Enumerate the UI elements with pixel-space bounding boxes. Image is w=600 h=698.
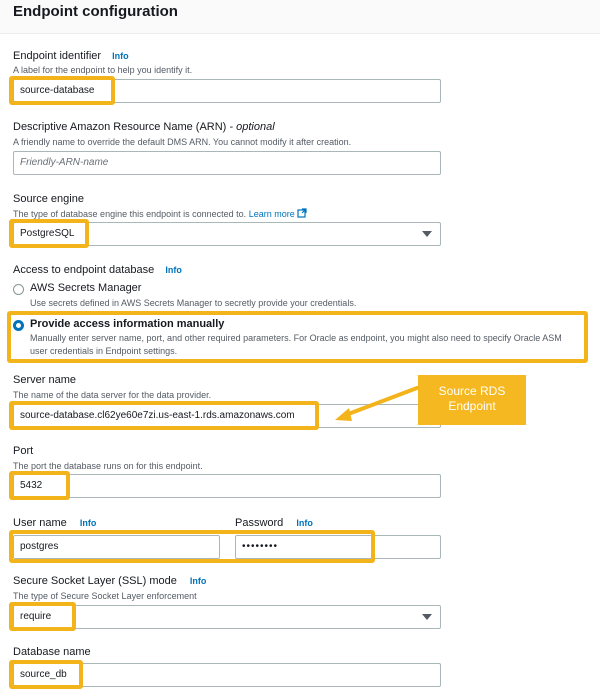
server-name-label: Server name — [13, 374, 76, 386]
server-name-description: The name of the data server for the data provider. — [13, 390, 212, 400]
arn-label-text: Descriptive Amazon Resource Name (ARN) — [13, 121, 227, 133]
password-label — [235, 517, 313, 529]
access-info-link[interactable]: Info — [165, 265, 182, 275]
arn-input[interactable]: Friendly-ARN-name — [13, 151, 441, 175]
chevron-down-icon — [422, 614, 432, 620]
arn-label — [13, 121, 275, 133]
callout-line-1: Source RDS — [438, 384, 506, 398]
secrets-manager-description: Use secrets defined in AWS Secrets Manager to secretly provide your credentials. — [30, 298, 357, 308]
provide-manually-description-2: user credentials in Endpoint settings. — [30, 346, 178, 356]
external-link-icon[interactable] — [297, 208, 307, 218]
callout-line-2: Endpoint — [448, 399, 496, 413]
section-title: Endpoint configuration — [13, 3, 178, 20]
source-engine-value: PostgreSQL — [20, 228, 75, 239]
source-engine-label: Source engine — [13, 193, 84, 205]
highlight-box — [9, 471, 70, 500]
endpoint-identifier-info-link[interactable]: Info — [112, 51, 129, 61]
user-name-label — [13, 517, 96, 529]
endpoint-identifier-label-text: Endpoint identifier — [13, 50, 102, 62]
port-description: The port the database runs on for this endpoint. — [13, 461, 203, 471]
port-label: Port — [13, 445, 34, 457]
access-label — [13, 264, 182, 276]
user-name-info-link[interactable]: Info — [79, 518, 97, 528]
source-rds-callout — [418, 375, 526, 425]
endpoint-identifier-input[interactable]: source-database — [13, 79, 441, 103]
highlight-box — [9, 401, 319, 430]
highlight-box — [9, 76, 115, 105]
ssl-mode-select[interactable] — [13, 605, 441, 629]
ssl-label-text: Secure Socket Layer (SSL) mode — [13, 575, 177, 587]
ssl-mode-value: require — [20, 611, 52, 622]
section-header — [0, 0, 600, 34]
password-input[interactable]: •••••••• — [235, 535, 441, 559]
source-engine-description — [13, 208, 307, 219]
endpoint-identifier-label — [13, 50, 129, 62]
port-input[interactable]: 5432 — [13, 474, 441, 498]
ssl-info-link[interactable]: Info — [189, 576, 207, 586]
provide-manually-title: Provide access information manually — [30, 318, 225, 330]
source-engine-description-text: The type of database engine this endpoint is connected to. — [13, 209, 247, 219]
highlight-box — [9, 219, 89, 248]
learn-more-link[interactable]: Learn more — [248, 209, 295, 219]
arrow-icon — [325, 380, 425, 425]
highlight-box — [9, 660, 83, 689]
highlight-box — [7, 311, 588, 363]
chevron-down-icon — [422, 231, 432, 237]
highlight-box — [9, 530, 375, 563]
provide-manually-description-1: Manually enter server name, port, and other required parameters. For Oracle as endpoint, you might also need to specify Oracle ASM — [30, 333, 562, 343]
password-info-link[interactable]: Info — [296, 518, 313, 528]
password-label-text: Password — [235, 517, 284, 529]
server-name-input[interactable]: source-database.cl62ye60e7zi.us-east-1.rds.amazonaws.com — [13, 404, 441, 428]
ssl-description: The type of Secure Socket Layer enforcement — [13, 591, 197, 601]
ssl-label — [13, 575, 206, 587]
arn-optional-text: - optional — [229, 121, 275, 133]
radio-secrets-manager[interactable] — [13, 284, 24, 295]
highlight-box — [9, 602, 76, 631]
endpoint-identifier-description: A label for the endpoint to help you identify it. — [13, 65, 193, 75]
user-name-label-text: User name — [13, 517, 67, 529]
database-name-input[interactable]: source_db — [13, 663, 441, 687]
database-name-label: Database name — [13, 646, 91, 658]
user-name-input[interactable]: postgres — [13, 535, 220, 559]
access-label-text: Access to endpoint database — [13, 264, 155, 276]
arn-description: A friendly name to override the default DMS ARN. You cannot modify it after creation. — [13, 137, 352, 147]
secrets-manager-title: AWS Secrets Manager — [30, 282, 142, 294]
